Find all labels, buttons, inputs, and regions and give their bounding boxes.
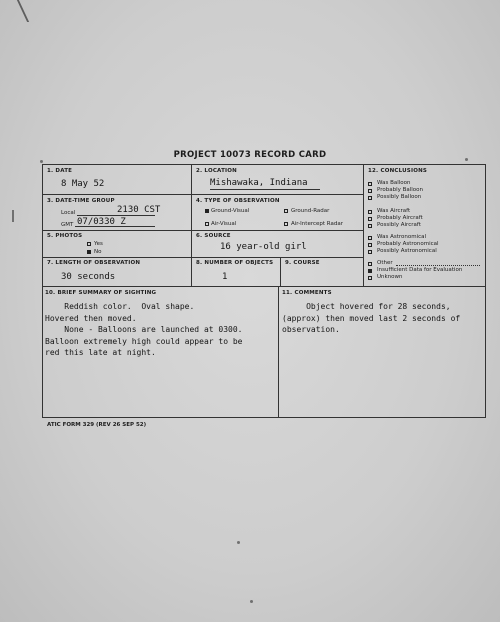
length-of-observation-label: 7. LENGTH OF OBSERVATION [47, 260, 141, 266]
number-of-objects-value: 1 [222, 272, 228, 282]
checkbox-other[interactable] [368, 262, 372, 266]
source-value: 16 year-old girl [220, 242, 307, 252]
checkbox-was-balloon[interactable] [368, 182, 372, 186]
brief-summary-label: 10. BRIEF SUMMARY OF SIGHTING [45, 290, 157, 296]
source-label: 6. SOURCE [196, 233, 231, 239]
option-was-balloon: Was Balloon [377, 180, 411, 186]
option-air-intercept-radar: Air-Intercept Radar [291, 221, 343, 227]
option-probably-astronomical: Probably Astronomical [377, 241, 439, 247]
date-time-group-label: 3. DATE-TIME GROUP [47, 198, 115, 204]
conclusions-label: 12. CONCLUSIONS [368, 168, 428, 174]
option-photos-yes: Yes [94, 241, 103, 247]
photos-cell [43, 231, 192, 258]
scan-mark [17, 0, 43, 22]
type-of-observation-label: 4. TYPE OF OBSERVATION [196, 198, 280, 204]
number-of-objects-cell [192, 258, 281, 287]
checkbox-possibly-aircraft[interactable] [368, 224, 372, 228]
checkbox-was-aircraft[interactable] [368, 210, 372, 214]
checkbox-air-intercept-radar[interactable] [284, 222, 288, 226]
checkbox-was-astronomical[interactable] [368, 236, 372, 240]
length-of-observation-value: 30 seconds [61, 272, 116, 282]
checkbox-possibly-balloon[interactable] [368, 196, 372, 200]
comments-line: Object hovered for 28 seconds, [282, 302, 451, 311]
checkbox-probably-astronomical[interactable] [368, 243, 372, 247]
comments-label: 11. COMMENTS [282, 290, 332, 296]
date-label: 1. DATE [47, 168, 73, 174]
form-title: PROJECT 10073 RECORD CARD [173, 150, 327, 160]
option-other: Other [377, 260, 393, 266]
other-fill-line [396, 265, 480, 266]
comments-line: (approx) then moved last 2 seconds of [282, 313, 461, 323]
comments-text [282, 301, 460, 336]
conclusions-cell [364, 165, 486, 287]
record-card [42, 164, 486, 418]
form-number: ATIC FORM 329 (REV 26 SEP 52) [47, 422, 147, 428]
location-cell [192, 165, 364, 195]
course-label: 9. COURSE [285, 260, 320, 266]
checkbox-air-visual[interactable] [205, 222, 209, 226]
option-ground-radar: Ground-Radar [291, 208, 330, 214]
photos-label: 5. PHOTOS [47, 233, 83, 239]
comments-line: observation. [282, 325, 340, 334]
scan-speck [12, 210, 14, 222]
summary-line: None - Balloons are launched at 0300. [45, 325, 243, 334]
checkbox-ground-visual[interactable] [205, 209, 209, 213]
summary-line: Balloon extremely high could appear to be [45, 336, 243, 346]
location-value: Mishawaka, Indiana [210, 178, 308, 188]
comments-cell [279, 287, 486, 417]
gmt-label: GMT [61, 222, 74, 228]
checkbox-probably-balloon[interactable] [368, 189, 372, 193]
option-was-aircraft: Was Aircraft [377, 208, 411, 214]
date-cell [43, 165, 192, 195]
summary-line: red this late at night. [45, 348, 156, 357]
scan-speck [250, 600, 253, 603]
date-time-group-cell [43, 195, 192, 231]
number-of-objects-label: 8. NUMBER OF OBJECTS [196, 260, 274, 266]
option-possibly-balloon: Possibly Balloon [377, 194, 422, 200]
option-air-visual: Air-Visual [211, 221, 237, 227]
option-probably-aircraft: Probably Aircraft [377, 215, 423, 221]
local-label: Local [61, 210, 76, 216]
option-probably-balloon: Probably Balloon [377, 187, 424, 193]
scan-speck [237, 541, 240, 544]
scan-speck [40, 160, 43, 163]
gmt-value: 07/0330 Z [77, 217, 126, 227]
option-insufficient-data: Insufficient Data for Evaluation [377, 267, 463, 273]
option-was-astronomical: Was Astronomical [377, 234, 427, 240]
checkbox-probably-aircraft[interactable] [368, 217, 372, 221]
location-label: 2. LOCATION [196, 168, 237, 174]
option-possibly-aircraft: Possibly Aircraft [377, 222, 421, 228]
date-value: 8 May 52 [61, 179, 105, 189]
option-possibly-astronomical: Possibly Astronomical [377, 248, 437, 254]
course-cell [281, 258, 364, 287]
checkbox-photos-yes[interactable] [87, 242, 91, 246]
summary-line: Hovered then moved. [45, 313, 137, 323]
local-underline [77, 215, 155, 216]
length-of-observation-cell [43, 258, 192, 287]
source-cell [192, 231, 364, 258]
option-unknown: Unknown [377, 274, 403, 280]
checkbox-possibly-astronomical[interactable] [368, 250, 372, 254]
brief-summary-cell [43, 287, 279, 417]
brief-summary-text [45, 301, 242, 359]
checkbox-photos-no[interactable] [87, 250, 91, 254]
checkbox-insufficient-data[interactable] [368, 269, 372, 273]
location-underline [210, 189, 320, 190]
option-photos-no: No [94, 249, 102, 255]
option-ground-visual: Ground-Visual [211, 208, 250, 214]
checkbox-unknown[interactable] [368, 276, 372, 280]
type-of-observation-cell [192, 195, 364, 231]
local-value: 2130 CST [117, 205, 161, 215]
checkbox-ground-radar[interactable] [284, 209, 288, 213]
summary-line: Reddish color. Oval shape. [45, 302, 195, 311]
